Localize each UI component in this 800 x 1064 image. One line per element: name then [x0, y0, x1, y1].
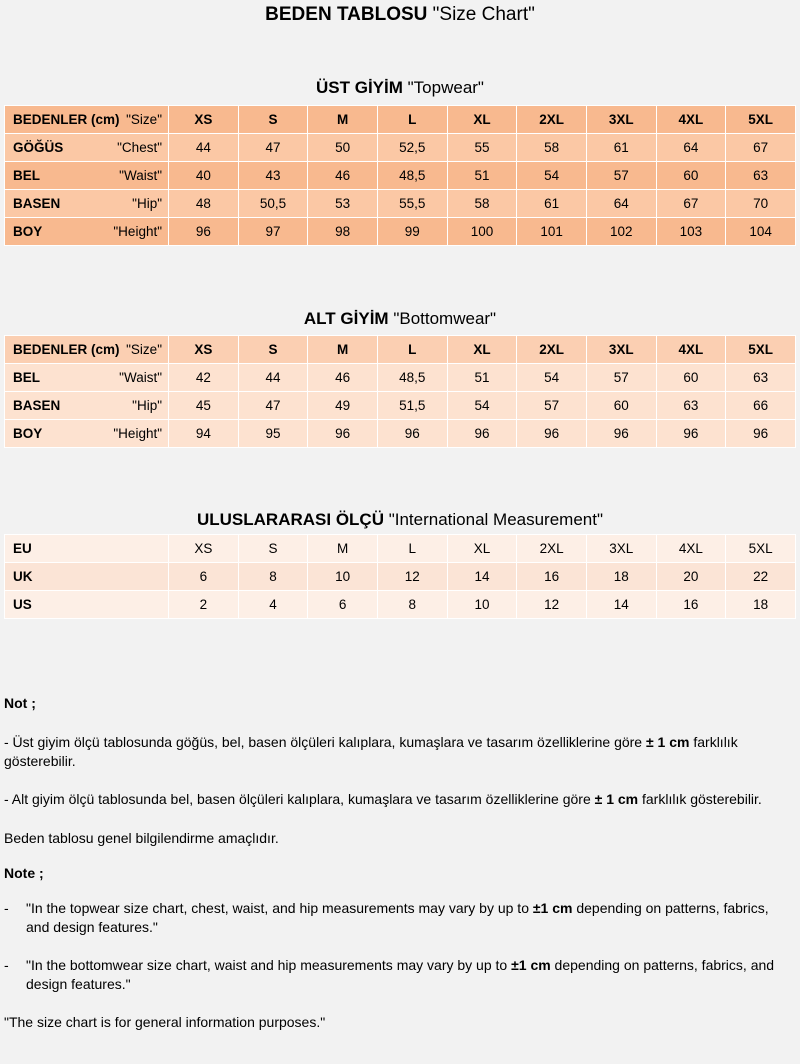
row-label — [5, 218, 169, 246]
table-cell: 10 — [308, 563, 378, 591]
table-cell: 55,5 — [377, 190, 447, 218]
table-cell: 3XL — [586, 336, 656, 364]
table-cell: 48,5 — [377, 364, 447, 392]
table-cell: 50,5 — [238, 190, 308, 218]
table-cell: 54 — [447, 392, 517, 420]
table-row — [5, 364, 796, 392]
row-label-tr: BEDENLER (cm) — [13, 112, 120, 127]
row-label-tr: US — [13, 597, 32, 612]
table-cell: S — [238, 106, 308, 134]
bottomwear-table — [4, 335, 796, 448]
table-cell: 103 — [656, 218, 726, 246]
table-cell: M — [308, 535, 378, 563]
table-cell: 2XL — [517, 336, 587, 364]
table-cell: 100 — [447, 218, 517, 246]
topwear-title: ÜST GİYİM "Topwear" — [316, 78, 484, 97]
table-cell: 8 — [238, 563, 308, 591]
row-label — [5, 420, 169, 448]
table-cell: 96 — [726, 420, 796, 448]
table-cell: 5XL — [726, 106, 796, 134]
table-cell: 51 — [447, 162, 517, 190]
table-cell: L — [377, 106, 447, 134]
bottomwear-title: ALT GİYİM "Bottomwear" — [303, 309, 497, 328]
table-cell: 96 — [447, 420, 517, 448]
note-tr-bottomwear: - Alt giyim ölçü tablosunda bel, basen ölçüleri kalıplara, kumaşlara ve tasarım özelliklerine göre ± 1 cm farklılık gösterebilir. — [4, 791, 762, 807]
table-cell: 20 — [656, 563, 726, 591]
table-cell: 4XL — [656, 535, 726, 563]
table-cell: 96 — [517, 420, 587, 448]
table-cell: 49 — [308, 392, 378, 420]
table-cell: 95 — [238, 420, 308, 448]
table-cell: 63 — [656, 392, 726, 420]
table-cell: 8 — [377, 591, 447, 619]
note-en-general: "The size chart is for general information purposes." — [4, 1014, 326, 1030]
row-label-tr: BASEN — [13, 196, 61, 211]
table-cell: XL — [447, 535, 517, 563]
table-cell: 51,5 — [377, 392, 447, 420]
table-cell: 46 — [308, 162, 378, 190]
notes-heading-en: Note ; — [4, 865, 44, 881]
row-label-en: "Size" — [126, 112, 162, 127]
table-cell: 22 — [726, 563, 796, 591]
table-cell: 96 — [377, 420, 447, 448]
table-cell: XL — [447, 106, 517, 134]
table-row — [5, 420, 796, 448]
table-cell: 5XL — [726, 535, 796, 563]
table-cell: 99 — [377, 218, 447, 246]
table-cell: 14 — [447, 563, 517, 591]
table-cell: 61 — [517, 190, 587, 218]
row-label — [5, 106, 169, 134]
table-cell: S — [238, 336, 308, 364]
row-label-en: "Hip" — [132, 196, 162, 211]
table-cell: M — [308, 336, 378, 364]
row-label — [5, 190, 169, 218]
table-cell: 10 — [447, 591, 517, 619]
table-cell: 57 — [586, 364, 656, 392]
note-en-topwear: - "In the topwear size chart, chest, waist, and hip measurements may vary by up to ±1 cm depending on patterns, fabrics, and design features." — [4, 900, 769, 935]
table-cell: 64 — [586, 190, 656, 218]
table-cell: 61 — [586, 134, 656, 162]
international-title: ULUSLARARASI ÖLÇÜ "International Measurement" — [196, 510, 604, 529]
table-cell: M — [308, 106, 378, 134]
table-cell: 46 — [308, 364, 378, 392]
table-cell: 70 — [726, 190, 796, 218]
table-cell: 2XL — [517, 535, 587, 563]
table-row — [5, 190, 796, 218]
row-label — [5, 162, 169, 190]
table-cell: 48 — [169, 190, 239, 218]
table-cell: 60 — [656, 162, 726, 190]
row-label-en: "Waist" — [119, 168, 162, 183]
row-label-en: "Height" — [113, 426, 162, 441]
table-cell: 47 — [238, 392, 308, 420]
row-label-tr: BEL — [13, 168, 40, 183]
table-cell: 94 — [169, 420, 239, 448]
table-cell: 40 — [169, 162, 239, 190]
note-tr-topwear: - Üst giyim ölçü tablosunda göğüs, bel, basen ölçüleri kalıplara, kumaşlara ve tasarım özelliklerine göre ± 1 cm farklılık gösterebilir. — [4, 734, 738, 769]
table-cell: 18 — [586, 563, 656, 591]
table-cell: 4XL — [656, 106, 726, 134]
table-row — [5, 162, 796, 190]
table-cell: 51 — [447, 364, 517, 392]
row-label — [5, 364, 169, 392]
table-cell: 44 — [238, 364, 308, 392]
table-row — [5, 535, 796, 563]
row-label-tr: BEDENLER (cm) — [13, 342, 120, 357]
row-label-en: "Chest" — [117, 140, 162, 155]
row-label-tr: UK — [13, 569, 33, 584]
table-cell: 67 — [726, 134, 796, 162]
table-cell: 101 — [517, 218, 587, 246]
page-title: BEDEN TABLOSU "Size Chart" — [265, 4, 535, 25]
row-label-tr: GÖĞÜS — [13, 140, 64, 155]
table-cell: 54 — [517, 162, 587, 190]
note-tr-general: Beden tablosu genel bilgilendirme amaçlıdır. — [4, 830, 279, 846]
notes-turkish — [4, 694, 784, 1032]
row-label — [5, 336, 169, 364]
table-cell: 43 — [238, 162, 308, 190]
table-row — [5, 134, 796, 162]
table-cell: 2 — [169, 591, 239, 619]
row-label-tr: BEL — [13, 370, 40, 385]
table-cell: 57 — [517, 392, 587, 420]
table-cell: 67 — [656, 190, 726, 218]
table-cell: 3XL — [586, 535, 656, 563]
row-label-tr: BASEN — [13, 398, 61, 413]
table-cell: 63 — [726, 364, 796, 392]
table-cell: XS — [169, 106, 239, 134]
table-cell: 44 — [169, 134, 239, 162]
table-cell: 96 — [656, 420, 726, 448]
table-cell: L — [377, 535, 447, 563]
table-cell: 102 — [586, 218, 656, 246]
table-cell: L — [377, 336, 447, 364]
table-cell: 16 — [656, 591, 726, 619]
table-header-row — [5, 336, 796, 364]
row-label-en: "Height" — [113, 224, 162, 239]
topwear-table — [4, 105, 796, 246]
table-header-row — [5, 106, 796, 134]
table-cell: 47 — [238, 134, 308, 162]
table-cell: 96 — [169, 218, 239, 246]
table-cell: XS — [169, 336, 239, 364]
table-cell: 54 — [517, 364, 587, 392]
table-cell: S — [238, 535, 308, 563]
table-cell: 16 — [517, 563, 587, 591]
table-cell: 42 — [169, 364, 239, 392]
table-cell: 6 — [308, 591, 378, 619]
table-cell: XS — [169, 535, 239, 563]
table-cell: 96 — [586, 420, 656, 448]
table-cell: 104 — [726, 218, 796, 246]
table-cell: 45 — [169, 392, 239, 420]
row-label-en: "Hip" — [132, 398, 162, 413]
row-label-en: "Size" — [126, 342, 162, 357]
table-cell: 98 — [308, 218, 378, 246]
table-cell: 60 — [656, 364, 726, 392]
row-label — [5, 563, 169, 591]
table-cell: 14 — [586, 591, 656, 619]
table-cell: 12 — [517, 591, 587, 619]
table-cell: 4XL — [656, 336, 726, 364]
table-row — [5, 392, 796, 420]
row-label-tr: BOY — [13, 426, 43, 441]
table-cell: 18 — [726, 591, 796, 619]
row-label — [5, 535, 169, 563]
table-cell: 50 — [308, 134, 378, 162]
row-label-tr: EU — [13, 541, 32, 556]
table-cell: 96 — [308, 420, 378, 448]
table-cell: 66 — [726, 392, 796, 420]
row-label — [5, 591, 169, 619]
table-cell: 2XL — [517, 106, 587, 134]
table-cell: 52,5 — [377, 134, 447, 162]
table-cell: 6 — [169, 563, 239, 591]
table-cell: 5XL — [726, 336, 796, 364]
table-cell: 48,5 — [377, 162, 447, 190]
table-row — [5, 591, 796, 619]
table-row — [5, 218, 796, 246]
table-cell: 60 — [586, 392, 656, 420]
table-cell: 12 — [377, 563, 447, 591]
row-label — [5, 392, 169, 420]
international-table — [4, 534, 796, 619]
table-cell: 53 — [308, 190, 378, 218]
row-label — [5, 134, 169, 162]
table-cell: 97 — [238, 218, 308, 246]
table-cell: 64 — [656, 134, 726, 162]
note-en-bottomwear: - "In the bottomwear size chart, waist and hip measurements may vary by up to ±1 cm depending on patterns, fabrics, and design features." — [4, 957, 775, 992]
table-cell: 55 — [447, 134, 517, 162]
table-cell: 3XL — [586, 106, 656, 134]
table-cell: 4 — [238, 591, 308, 619]
row-label-tr: BOY — [13, 224, 43, 239]
table-row — [5, 563, 796, 591]
table-cell: XL — [447, 336, 517, 364]
table-cell: 58 — [447, 190, 517, 218]
table-cell: 57 — [586, 162, 656, 190]
notes-heading-tr: Not ; — [4, 695, 36, 711]
table-cell: 63 — [726, 162, 796, 190]
row-label-en: "Waist" — [119, 370, 162, 385]
table-cell: 58 — [517, 134, 587, 162]
